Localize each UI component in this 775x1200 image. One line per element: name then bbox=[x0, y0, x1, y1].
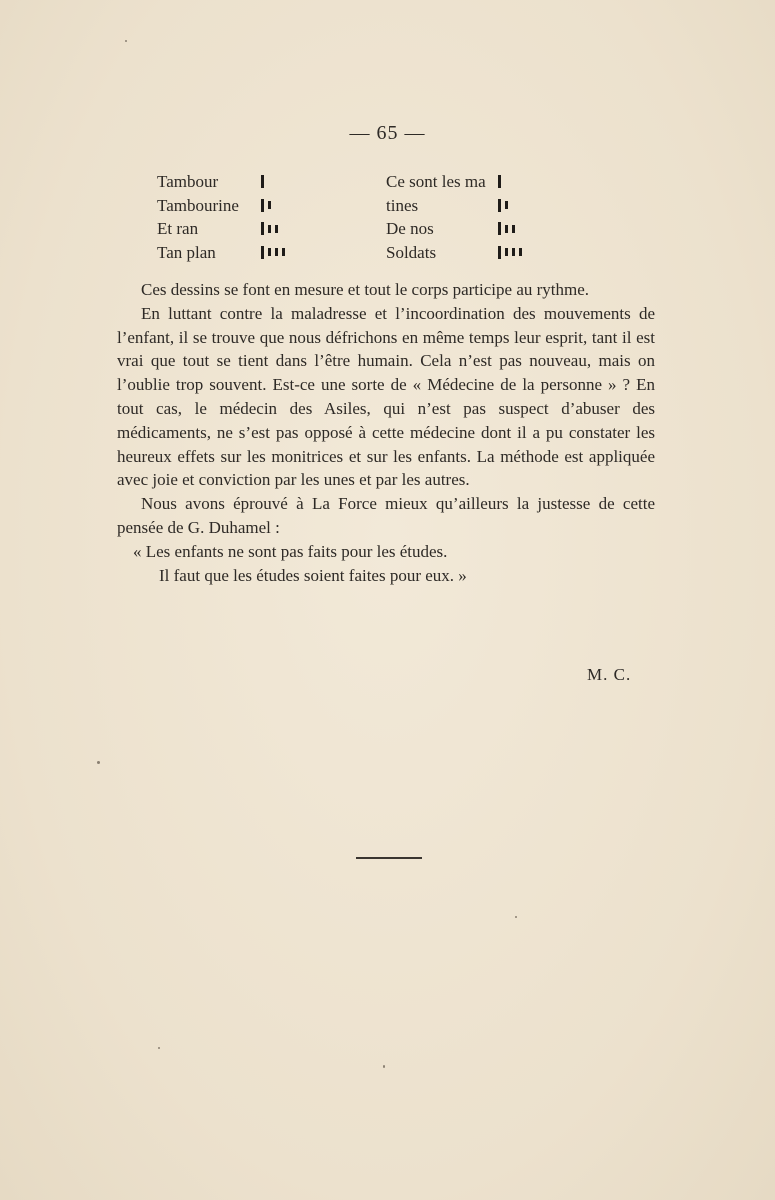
rhythm-mark-small bbox=[505, 248, 508, 256]
paper-speck bbox=[383, 1065, 385, 1068]
author-signature: M. C. bbox=[587, 665, 632, 684]
verse-row bbox=[157, 194, 558, 218]
rhythm-mark-big bbox=[261, 175, 264, 188]
verse-row bbox=[157, 241, 558, 265]
rhythm-mark-small bbox=[282, 248, 285, 256]
verse-right-word: De nos bbox=[386, 219, 434, 238]
paper-speck bbox=[158, 1047, 160, 1049]
rhythm-verse-table bbox=[157, 170, 558, 264]
rhythm-mark-big bbox=[261, 246, 264, 259]
paper-speck bbox=[125, 40, 127, 42]
rhythm-marks bbox=[261, 199, 386, 212]
verse-left-word: Tambour bbox=[157, 172, 219, 191]
page-number: — 65 — bbox=[349, 122, 426, 144]
closing-rule bbox=[356, 857, 422, 859]
rhythm-mark-small bbox=[512, 248, 515, 256]
rhythm-mark-big bbox=[498, 222, 501, 235]
rhythm-mark-big bbox=[498, 199, 501, 212]
rhythm-mark-small bbox=[268, 225, 271, 233]
paragraph: Ces dessins se font en mesure et tout le corps participe au rythme. bbox=[141, 280, 590, 299]
rhythm-mark-small bbox=[275, 248, 278, 256]
rhythm-mark-small bbox=[505, 225, 508, 233]
verse-left-word: Et ran bbox=[157, 219, 199, 238]
rhythm-marks bbox=[498, 222, 558, 235]
rhythm-mark-small bbox=[519, 248, 522, 256]
paper-speck bbox=[97, 761, 100, 764]
rhythm-mark-small bbox=[268, 248, 271, 256]
verse-left-word: Tan plan bbox=[157, 242, 216, 262]
paragraph: Nous avons éprouvé à La Force mieux qu’ailleurs la justesse de cette pensée de G. Duhamel : bbox=[117, 494, 655, 537]
verse-right-word: Soldats bbox=[386, 242, 437, 262]
verse-left-word: Tambourine bbox=[157, 195, 239, 215]
paper-speck bbox=[515, 916, 517, 918]
rhythm-mark-small bbox=[512, 225, 515, 233]
paragraph: En luttant contre la maladresse et l’incoordination des mouvements de l’enfant, il se trouve que nous défrichons en même temps leur esprit, tant il est vrai que tout se tient dans l’être humain. Cela n’est pas nouveau, mais on l’oublie trop souvent. Est-ce une sorte de « Médecine de la personne » ? En tout cas, le médecin des Asiles, qui n’est pas suspect d’abuser des médicaments, ne s’est pas opposé à cette médecine dont il a pu constater les heureux effets sur les monitrices et sur les enfants. La méthode est appliquée avec joie et conviction par les unes et par les autres. bbox=[117, 303, 655, 490]
rhythm-mark-big bbox=[498, 175, 501, 188]
body-text bbox=[117, 278, 655, 587]
rhythm-mark-small bbox=[275, 225, 278, 233]
rhythm-mark-big bbox=[261, 222, 264, 235]
rhythm-marks bbox=[498, 175, 558, 188]
rhythm-marks bbox=[261, 222, 386, 235]
rhythm-mark-small bbox=[505, 201, 508, 209]
rhythm-marks bbox=[261, 246, 386, 259]
rhythm-marks bbox=[261, 175, 386, 188]
rhythm-mark-big bbox=[261, 199, 264, 212]
rhythm-mark-small bbox=[268, 201, 271, 209]
verse-row bbox=[157, 217, 558, 241]
rhythm-marks bbox=[498, 199, 558, 212]
rhythm-mark-big bbox=[498, 246, 501, 259]
verse-row bbox=[157, 170, 558, 194]
quote-line: « Les enfants ne sont pas faits pour les études. bbox=[133, 541, 448, 561]
verse-right-word: Ce sont les ma bbox=[386, 172, 486, 191]
quote-line: Il faut que les études soient faites pour eux. » bbox=[159, 565, 467, 585]
rhythm-marks bbox=[498, 246, 558, 259]
verse-right-word: tines bbox=[386, 195, 419, 215]
